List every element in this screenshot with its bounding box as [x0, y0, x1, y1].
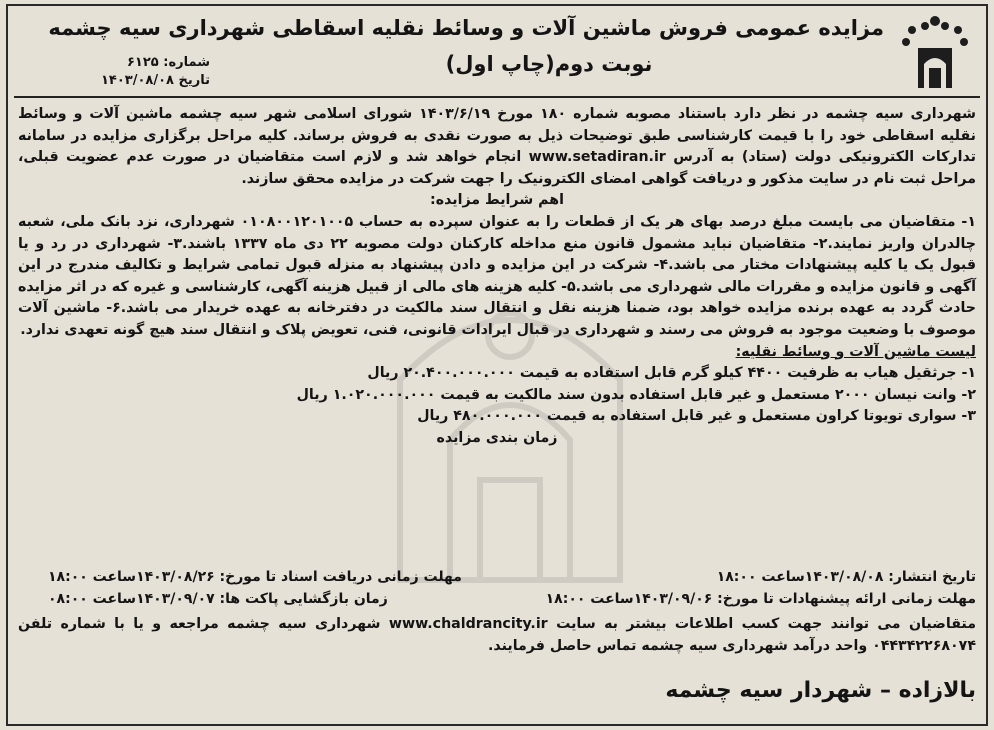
schedule-row	[18, 567, 976, 589]
publish-date: تاریخ انتشار: ۱۴۰۳/۰۸/۰۸ساعت ۱۸:۰۰	[716, 569, 976, 585]
notice-number: شماره: ۶۱۲۵	[126, 55, 210, 70]
contact-paragraph: متقاضیان می توانند جهت کسب اطلاعات بیشتر به سایت www.chaldrancity.ir شهرداری سیه چشمه مراجعه و یا با شماره تلفن ۰۴۴۳۴۲۲۶۸۰۷۴ واحد درآمد شهرداری سیه چشمه تماس حاصل فرمایند.	[18, 616, 976, 654]
schedule-block	[18, 567, 976, 610]
notice-subtitle: نوبت دوم(چاپ اول)	[445, 52, 653, 76]
list-item: ۳- سواری تویوتا کراون مستعمل و غیر قابل استفاده به قیمت ۴۸۰.۰۰۰.۰۰۰ ریال	[417, 408, 976, 425]
opening-time: زمان بازگشایی پاکت ها: ۱۴۰۳/۰۹/۰۷ساعت ۰۸:۰۰	[48, 590, 388, 607]
intro-paragraph: شهرداری سیه چشمه در نظر دارد باستناد مصوبه شماره ۱۸۰ مورخ ۱۴۰۳/۶/۱۹ شورای اسلامی شهر سیه چشمه ماشین آلات و وسائط نقلیه اسقاطی خود را با قیمت کارشناسی طبق توضیحات ذیل به صورت نقدی به فروش برساند. کلیه مراحل برگزاری مزایده در سامانه تدارکات الکترونیکی دولت (ستاد) به آدرس www.setadiran.ir انجام خواهد شد و لازم است متقاضیان در صورت عدم عضویت قبلی، مراحل ثبت نام در سایت مذکور و دریافت گواهی امضای الکترونیک را جهت شرکت در مزایده محقق سازند.	[18, 106, 976, 187]
list-item: ۲- وانت نیسان ۲۰۰۰ مستعمل و غیر قابل استفاده بدون سند مالکیت به قیمت ۱.۰۲۰.۰۰۰.۰۰۰ ریال	[296, 386, 976, 403]
conditions-heading: اهم شرایط مزایده:	[430, 192, 564, 209]
notice-body	[18, 104, 976, 450]
notice-header	[14, 8, 980, 94]
header-divider	[14, 96, 980, 98]
schedule-row	[18, 589, 976, 611]
notice-title: مزایده عمومی فروش ماشین آلات و وسائط نقلیه اسقاطی شهرداری سیه چشمه	[48, 16, 884, 40]
notice-date: تاریخ ۱۴۰۳/۰۸/۰۸	[100, 73, 210, 88]
notice-meta	[20, 54, 210, 90]
docs-deadline: مهلت زمانی دریافت اسناد تا مورخ: ۱۴۰۳/۰۸/۲۶ساعت ۱۸:۰۰	[48, 569, 462, 585]
signature: بالازاده – شهردار سیه چشمه	[665, 678, 976, 703]
municipality-logo-icon	[898, 12, 972, 92]
list-item: ۱- جرثقیل هیاب به ظرفیت ۴۴۰۰ کیلو گرم قابل استفاده به قیمت ۲۰.۴۰۰.۰۰۰.۰۰۰ ریال	[367, 365, 976, 382]
items-heading: لیست ماشین آلات و وسائط نقلیه:	[735, 343, 976, 360]
offers-deadline: مهلت زمانی ارائه پیشنهادات تا مورخ: ۱۴۰۳/۰۹/۰۶ساعت ۱۸:۰۰	[545, 590, 976, 607]
schedule-heading: زمان بندی مزایده	[436, 429, 558, 446]
conditions-paragraph: ۱- متقاضیان می بایست مبلغ درصد بهای هر یک از قطعات را به عنوان سپرده به حساب ۰۱۰۸۰۰۱۲۰۱۰۰۵ شهرداری، نزد بانک ملی، شعبه چالدران واریز نمایند.۲- متقاضیان نباید مشمول قانون منع مداخله کارکنان دولت مصوبه ۲۲ دی ماه ۱۳۳۷ باشند.۳- شهرداری در رد و یا قبول یک یا کلیه پیشنهادات مختار می باشد.۴- شرکت در این مزایده و دادن پیشنهاد به منزله قبول تمامی شرایط و تکالیف مندرج در این آگهی و قانون مزایده و مقررات مالی شهرداری می باشد.۵- کلیه هزینه های مالی از قبیل هزینه آگهی، کارشناسی و غیره که در اثر مزایده حادث گردد به عهده برنده مزایده خواهد بود، ضمنا هزینه نقل و انتقال سند مالکیت در دفترخانه به عهده خریدار می باشد.۶- ماشین آلات موصوف با وضعیت موجود به فروش می رسند و شهرداری در قبال ایرادات قانونی، فنی، تعویض پلاک و انتقال سند هیچ گونه تعهدی ندارد.	[18, 213, 977, 338]
